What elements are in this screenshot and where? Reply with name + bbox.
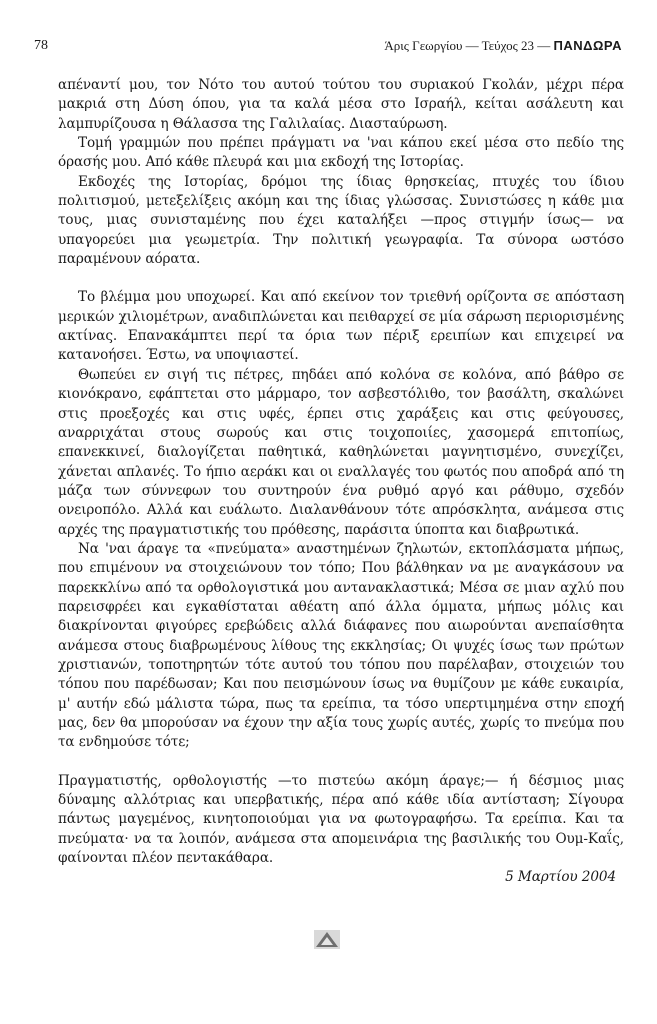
- article-text: [58, 76, 624, 888]
- paragraph: Θωπεύει εν σιγή τις πέτρες, πηδάει από κολόνα σε κολόνα, από βάθρο σε κιονόκρανο, εφάπτεται στο μάρμαρο, τον ασβεστόλιθο, τον βασάλτη, σκαλώνει στις προεξοχές και στις υφές, έρπει στις χαράξεις και στις φεύγουσες, αναρριχάται στους σωρούς και στις τοιχοποιίες, χασομερά επιτοπίως, επανεκκινεί, διαλογίζεται παθητικά, καθηλώνεται μαγνητισμένο, συνεχίζει, χάνεται απλανές. Το ήπιο αεράκι και οι εναλλαγές του φωτός που αποδρά από τη μάζα των σύννεφων του συντηρούν ένα ρυθμό αργό και ράθυμο, σχεδόν ονειροπόλο. Αλλά και ευάλωτο. Διαλανθάνουν τότε απρόσκλητα, ανάμεσα στις αρχές της πραγματιστικής του πρόθεσης, παράσιτα ύποπτα και διαβρωτικά.: [58, 366, 624, 538]
- article-date: 5 Μαρτίου 2004: [505, 869, 616, 886]
- page-header: [34, 38, 624, 58]
- triangle-emblem-icon: [314, 930, 340, 949]
- paragraph: Εκδοχές της Ιστορίας, δρόμοι της ίδιας θρησκείας, πτυχές του ίδιου πολιτισμού, μετεξελίξεις ακόμη και της ίδιας γλώσσας. Συνιστώσες η κάθε μια τους, μιας συνισταμένης που έχει καταλήξει —προς στιγμήν ίσως— να υπαγορεύει μια γεωμετρία. Την πολιτική γεωγραφία. Τα σύνορα ωστόσο παραμένουν αόρατα.: [58, 173, 624, 268]
- running-head: [384, 38, 622, 54]
- paragraph: απέναντί μου, τον Νότο του αυτού τούτου του συριακού Γκολάν, μέχρι πέρα μακριά στη Δύση όπου, για τα καλά μέσα στο Ισραήλ, κείται ασάλευτη και λαμπυρίζουσα η Θάλασσα της Γαλιλαίας. Διασταύρωση.: [58, 77, 624, 132]
- paragraph: Πραγματιστής, ορθολογιστής —το πιστεύω ακόμη άραγε;— ή δέσμιος μιας δύναμης αλλότριας και υπερβατικής, πέρα από κάθε ιδία αντίσταση; Σίγουρα πάντως μαγεμένος, κινητοποιούμαι για να φωτογραφήσω. Τα ερείπια. Και τα πνεύματα· να τα λοιπόν, ανάμεσα στα απομεινάρια της βασιλικής του Ουμ-Καΐς, φαίνονται πλέον πεντακάθαρα.: [58, 772, 624, 867]
- running-head-text: Άρις Γεωργίου — Τεύχος 23 —: [384, 38, 551, 53]
- paragraph: Το βλέμμα μου υποχωρεί. Και από εκείνον τον τριεθνή ορίζοντα σε απόσταση μερικών χιλιομέτρων, αναδιπλώνεται και πειθαρχεί σε μία σάρωση περιορισμένης ακτίνας. Επανακάμπτει περί τα όρια των πέριξ ερειπίων και επιχειρεί να κατανοήσει. Έστω, να υποψιαστεί.: [58, 289, 624, 364]
- magazine-logo: ΠΑΝΔΩΡΑ: [553, 38, 622, 53]
- paragraph: Να 'ναι άραγε τα «πνεύματα» αναστημένων ζηλωτών, εκτοπλάσματα μήπως, που επιμένουν να στοιχειώνουν τον τόπο; Που βάλθηκαν να με αναγκάσουν να παρεκκλίνω από τα ορθολογιστικά μου αντανακλαστικά; Μέσα σε μιαν αχλύ που παρεισφρέει και εγκαθίσταται αθέατη από άλλα όμματα, μήπως μόλις και διακρίνονται φιγούρες ερεβώδεις αλλά διάφανες που αιωρούνται ανεπαίσθητα ανάμεσα στους διαβρωμένους λίθους της εκκλησίας; Οι ψυχές ίσως των πρώτων χριστιανών, τοποτηρητών τότε αυτού του τόπου που παρέλαβαν, στοιχειών του τόπου που παρέδωσαν; Και που πεισμώνουν ίσως να θυμίζουν με κάθε ευκαιρία, μ' αυτήν εδώ μάλιστα τώρα, πως τα ερείπια, τα τόσο υπερτιμημένα στην εποχή μας, δεν θα μπορούσαν να έχουν την αξία τους χωρίς αυτές, χωρίς το πνεύμα που τα ενδημούσε τότε;: [58, 540, 624, 751]
- paragraph: Τομή γραμμών που πρέπει πράγματι να 'ναι κάπου εκεί μέσα στο πεδίο της όρασής μου. Από κάθε πλευρά και μια εκδοχή της Ιστορίας.: [58, 135, 624, 171]
- page-number: 78: [34, 38, 48, 53]
